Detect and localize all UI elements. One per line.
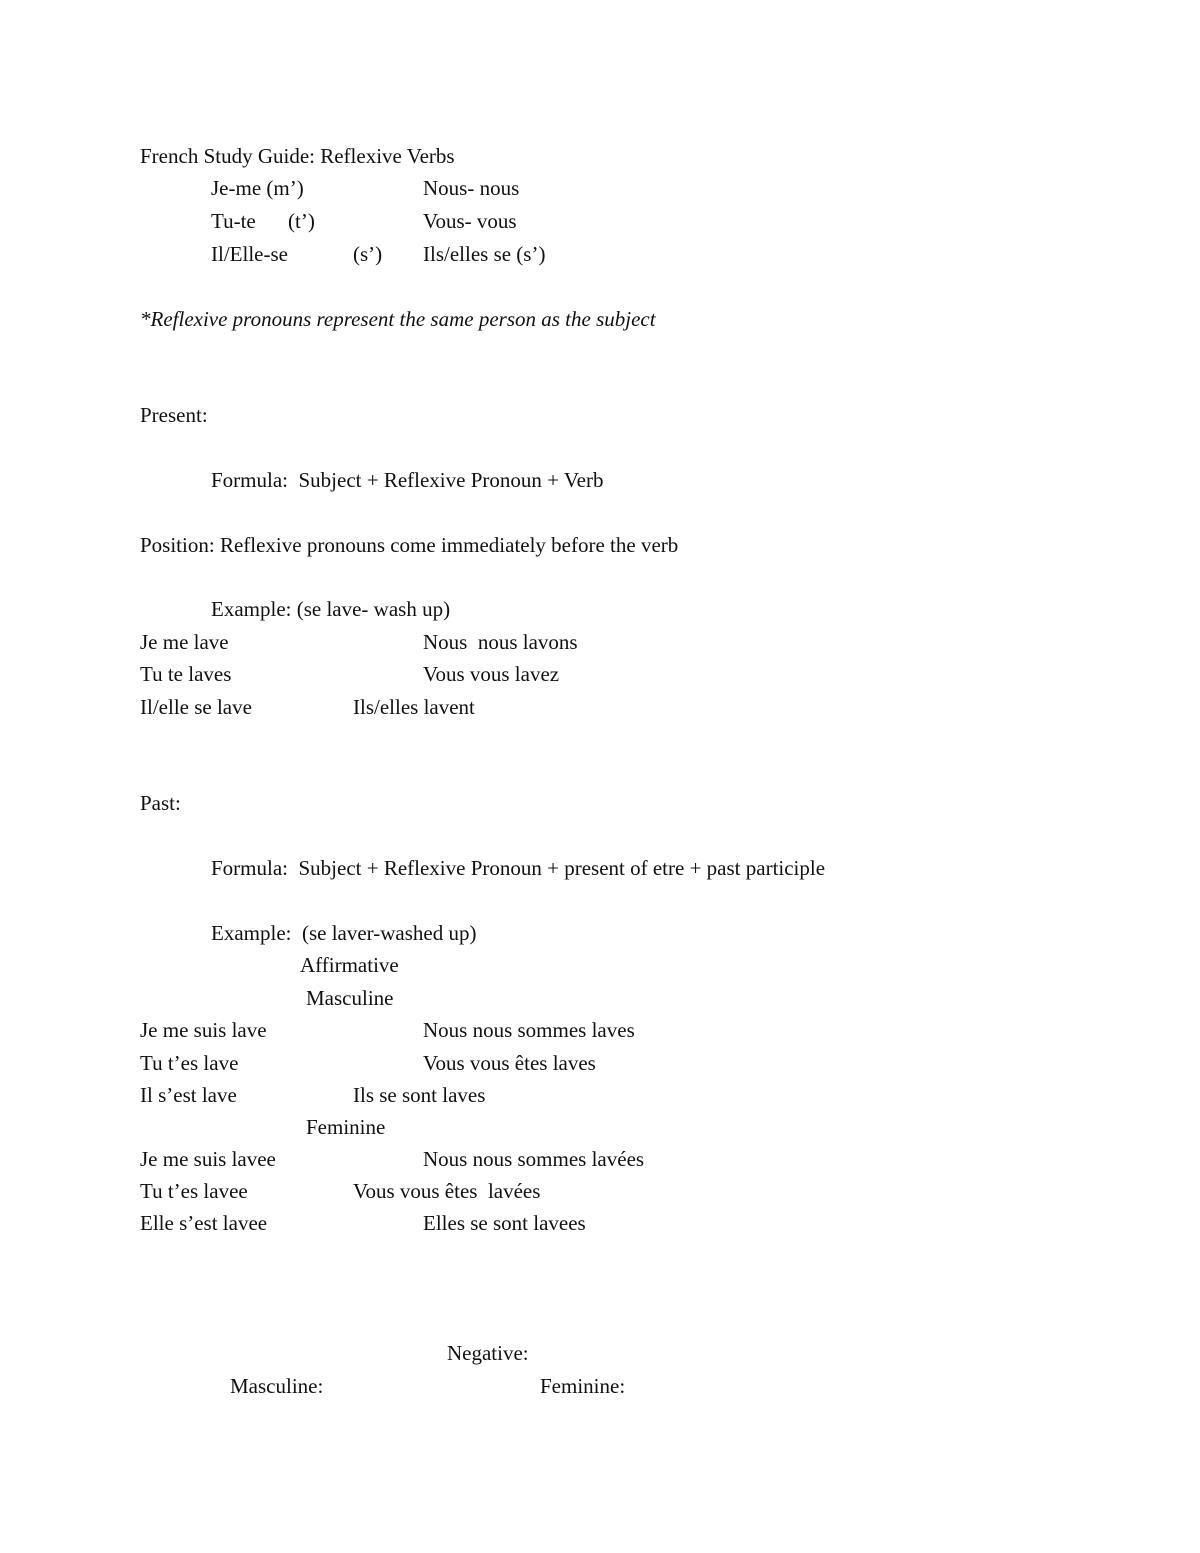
present-row-3-left: Il/elle se lave bbox=[140, 695, 252, 719]
present-position: Position: Reflexive pronouns come immediately before the verb bbox=[140, 533, 679, 557]
present-example: Example: (se lave- wash up) bbox=[211, 597, 451, 621]
negative-feminine-label: Feminine: bbox=[540, 1374, 626, 1398]
past-fem-row-1-left: Je me suis lavee bbox=[140, 1147, 276, 1171]
past-fem-row-2-right: Vous vous êtes lavées bbox=[353, 1179, 541, 1203]
past-masc-row-1-right: Nous nous sommes laves bbox=[423, 1018, 635, 1042]
past-formula: Formula: Subject + Reflexive Pronoun + present of etre + past participle bbox=[211, 856, 826, 880]
past-masculine-label: Masculine bbox=[306, 986, 394, 1010]
past-affirmative-label: Affirmative bbox=[300, 953, 399, 977]
pronoun-elision-3: (s’) bbox=[353, 242, 383, 266]
negative-masculine-label: Masculine: bbox=[230, 1374, 324, 1398]
past-fem-row-2-left: Tu t’es lavee bbox=[140, 1179, 248, 1203]
present-row-2-right: Vous vous lavez bbox=[423, 662, 560, 686]
past-masc-row-2-right: Vous vous êtes laves bbox=[423, 1051, 596, 1075]
negative-heading: Negative: bbox=[447, 1341, 529, 1365]
past-feminine-label: Feminine bbox=[306, 1115, 386, 1139]
past-heading: Past: bbox=[140, 791, 181, 815]
past-fem-row-1-right: Nous nous sommes lavées bbox=[423, 1147, 645, 1171]
document-title: French Study Guide: Reflexive Verbs bbox=[140, 144, 455, 168]
past-masc-row-3-right: Ils se sont laves bbox=[353, 1083, 486, 1107]
past-masc-row-3-left: Il s’est lave bbox=[140, 1083, 237, 1107]
present-row-1-left: Je me lave bbox=[140, 630, 229, 654]
present-formula: Formula: Subject + Reflexive Pronoun + Verb bbox=[211, 468, 604, 492]
present-heading: Present: bbox=[140, 403, 208, 427]
past-fem-row-3-right: Elles se sont lavees bbox=[423, 1211, 586, 1235]
past-masc-row-1-left: Je me suis lave bbox=[140, 1018, 267, 1042]
pronoun-elision-2: (t’) bbox=[288, 209, 315, 233]
present-row-2-left: Tu te laves bbox=[140, 662, 232, 686]
pronoun-singular-1: Je-me (m’) bbox=[211, 176, 304, 200]
pronoun-singular-2: Tu-te bbox=[211, 209, 256, 233]
past-example: Example: (se laver-washed up) bbox=[211, 921, 477, 945]
past-fem-row-3-left: Elle s’est lavee bbox=[140, 1211, 268, 1235]
present-row-1-right: Nous nous lavons bbox=[423, 630, 578, 654]
pronoun-plural-3: Ils/elles se (s’) bbox=[423, 242, 546, 266]
pronoun-plural-2: Vous- vous bbox=[423, 209, 517, 233]
past-masc-row-2-left: Tu t’es lave bbox=[140, 1051, 239, 1075]
present-row-3-right: Ils/elles lavent bbox=[353, 695, 475, 719]
reflexive-note: *Reflexive pronouns represent the same person as the subject bbox=[140, 307, 656, 331]
pronoun-plural-1: Nous- nous bbox=[423, 176, 520, 200]
pronoun-singular-3: Il/Elle-se bbox=[211, 242, 288, 266]
